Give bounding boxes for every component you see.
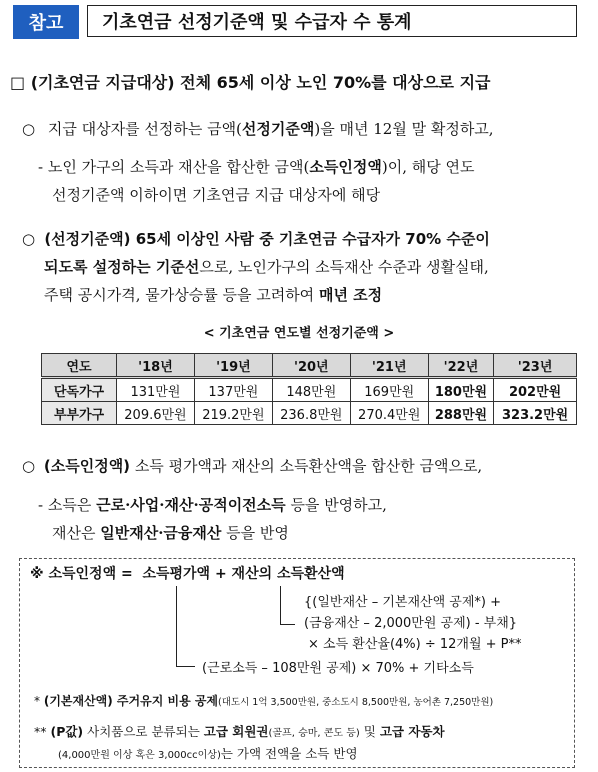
note-2-line2 (58, 744, 358, 762)
dash-bullet: - (38, 496, 44, 514)
p5-l2-post: 등을 반영 (221, 524, 289, 542)
formula-line-3: × 소득 환산율(4%) ÷ 12개월 + P** (308, 637, 522, 652)
paragraph-5 (38, 494, 387, 515)
p1-bold: 선정기준액 (241, 120, 315, 138)
note-1-star: * (34, 694, 40, 708)
reference-tag: 참고 (13, 5, 79, 39)
table-header: '18년 (117, 354, 195, 378)
section-heading (10, 70, 491, 93)
circle-bullet-icon: ○ (22, 457, 36, 475)
p1-post: )을 매년 12월 말 확정하고, (314, 120, 494, 138)
p5-l2-pre: 재산은 (52, 524, 101, 542)
table-cell: 148만원 (272, 378, 350, 402)
note-2-mid: 사치품으로 분류되는 (83, 724, 204, 739)
table-cell: 236.8만원 (272, 402, 350, 425)
circle-bullet-icon: ○ (22, 120, 36, 138)
p5-bold: 근로·사업·재산·공적이전소득 (96, 496, 286, 514)
paragraph-4 (22, 455, 482, 476)
table-header: 연도 (42, 354, 117, 378)
criteria-table (41, 353, 577, 425)
bracket-line (176, 586, 195, 667)
formula-main: ※ 소득인정액 = 소득평가액 + 재산의 소득환산액 (30, 566, 345, 582)
row-label: 단독가구 (42, 378, 117, 402)
table-cell: 323.2만원 (494, 402, 577, 425)
note-2-bold3: 고급 자동차 (379, 724, 445, 739)
note-2-small1: (골프, 승마, 콘도 등) (268, 728, 360, 739)
circle-bullet-icon: ○ (22, 230, 36, 248)
row-label: 부부가구 (42, 402, 117, 425)
table-header: '22년 (428, 354, 494, 378)
table-row (42, 402, 577, 425)
p5-l2-bold: 일반재산·금융재산 (100, 524, 222, 542)
p3-l2-rest: 으로, 노인가구의 소득재산 수준과 생활실태, (199, 258, 489, 276)
p1-pre: 지급 대상자를 선정하는 금액( (47, 120, 242, 138)
bracket-line (280, 586, 295, 625)
formula-line-1: {(일반재산 – 기본재산액 공제*) + (304, 595, 501, 610)
paragraph-3-line2 (44, 256, 489, 277)
paragraph-3-line3 (44, 284, 382, 305)
p2-pre: 노인 가구의 소득과 재산을 합산한 금액( (47, 158, 310, 176)
table-cell: 270.4만원 (350, 402, 428, 425)
note-2-bold2: 고급 회원권 (203, 724, 269, 739)
paragraph-2 (38, 156, 474, 177)
page-title: 기초연금 선정기준액 및 수급자 수 통계 (87, 5, 577, 37)
p2-line2: 선정기준액 이하이면 기초연금 지급 대상자에 해당 (52, 186, 381, 204)
paragraph-5-line2 (52, 522, 289, 543)
note-2-star: ** (34, 724, 47, 739)
p5-pre: 소득은 (47, 496, 97, 514)
p4-rest: 소득 평가액과 재산의 소득환산액을 합산한 금액으로, (130, 457, 483, 475)
table-cell: 131만원 (117, 378, 195, 402)
p3-l2-bold: 되도록 설정하는 기준선 (44, 258, 200, 276)
dash-bullet: - (38, 158, 44, 176)
table-cell: 137만원 (194, 378, 272, 402)
p3-l1: (선정기준액) 65세 이상인 사람 중 기초연금 수급자가 70% 수준이 (44, 230, 490, 248)
note-2-bold1: (P값) (50, 724, 84, 739)
p4-bold: (소득인정액) (43, 457, 131, 475)
note-2-mid2: 및 (359, 724, 380, 739)
table-cell: 209.6만원 (117, 402, 195, 425)
formula-line-4: (근로소득 – 108만원 공제) × 70% + 기타소득 (202, 661, 474, 676)
square-bullet-icon: □ (10, 73, 26, 92)
p2-bold: 소득인정액 (309, 158, 382, 176)
table-header: '20년 (272, 354, 350, 378)
table-cell: 202만원 (494, 378, 577, 402)
section-heading-text: (기초연금 지급대상) 전체 65세 이상 노인 70%를 대상으로 지급 (30, 73, 491, 92)
table-cell: 219.2만원 (194, 402, 272, 425)
table-header: '23년 (494, 354, 577, 378)
paragraph-1 (22, 118, 494, 139)
note-1 (34, 692, 493, 709)
note-1-small: (대도시 1억 3,500만원, 중소도시 8,500만원, 농어촌 7,250만원) (218, 697, 494, 708)
table-header: '19년 (194, 354, 272, 378)
note-2-end: 는 가액 전액을 소득 반영 (220, 746, 358, 761)
table-cell: 169만원 (350, 378, 428, 402)
header (13, 5, 579, 41)
table-caption: < 기초연금 연도별 선정기준액 > (203, 326, 395, 341)
p2-post: )이, 해당 연도 (381, 158, 475, 176)
note-2-small2: (4,000만원 이상 혹은 3,000cc이상) (58, 750, 221, 761)
table-cell: 288만원 (428, 402, 494, 425)
p3-l3-pre: 주택 공시가격, 물가상승률 등을 고려하여 (44, 286, 319, 304)
table-cell: 180만원 (428, 378, 494, 402)
table-row (42, 378, 577, 402)
p5-post: 등을 반영하고, (285, 496, 387, 514)
note-2 (34, 722, 445, 740)
note-1-bold: (기본재산액) 주거유지 비용 공제 (43, 694, 219, 708)
table-header: '21년 (350, 354, 428, 378)
p3-l3-bold: 매년 조정 (318, 286, 383, 304)
paragraph-3-line1 (22, 228, 490, 249)
formula-line-2: (금융재산 – 2,000만원 공제) - 부채} (304, 616, 518, 631)
